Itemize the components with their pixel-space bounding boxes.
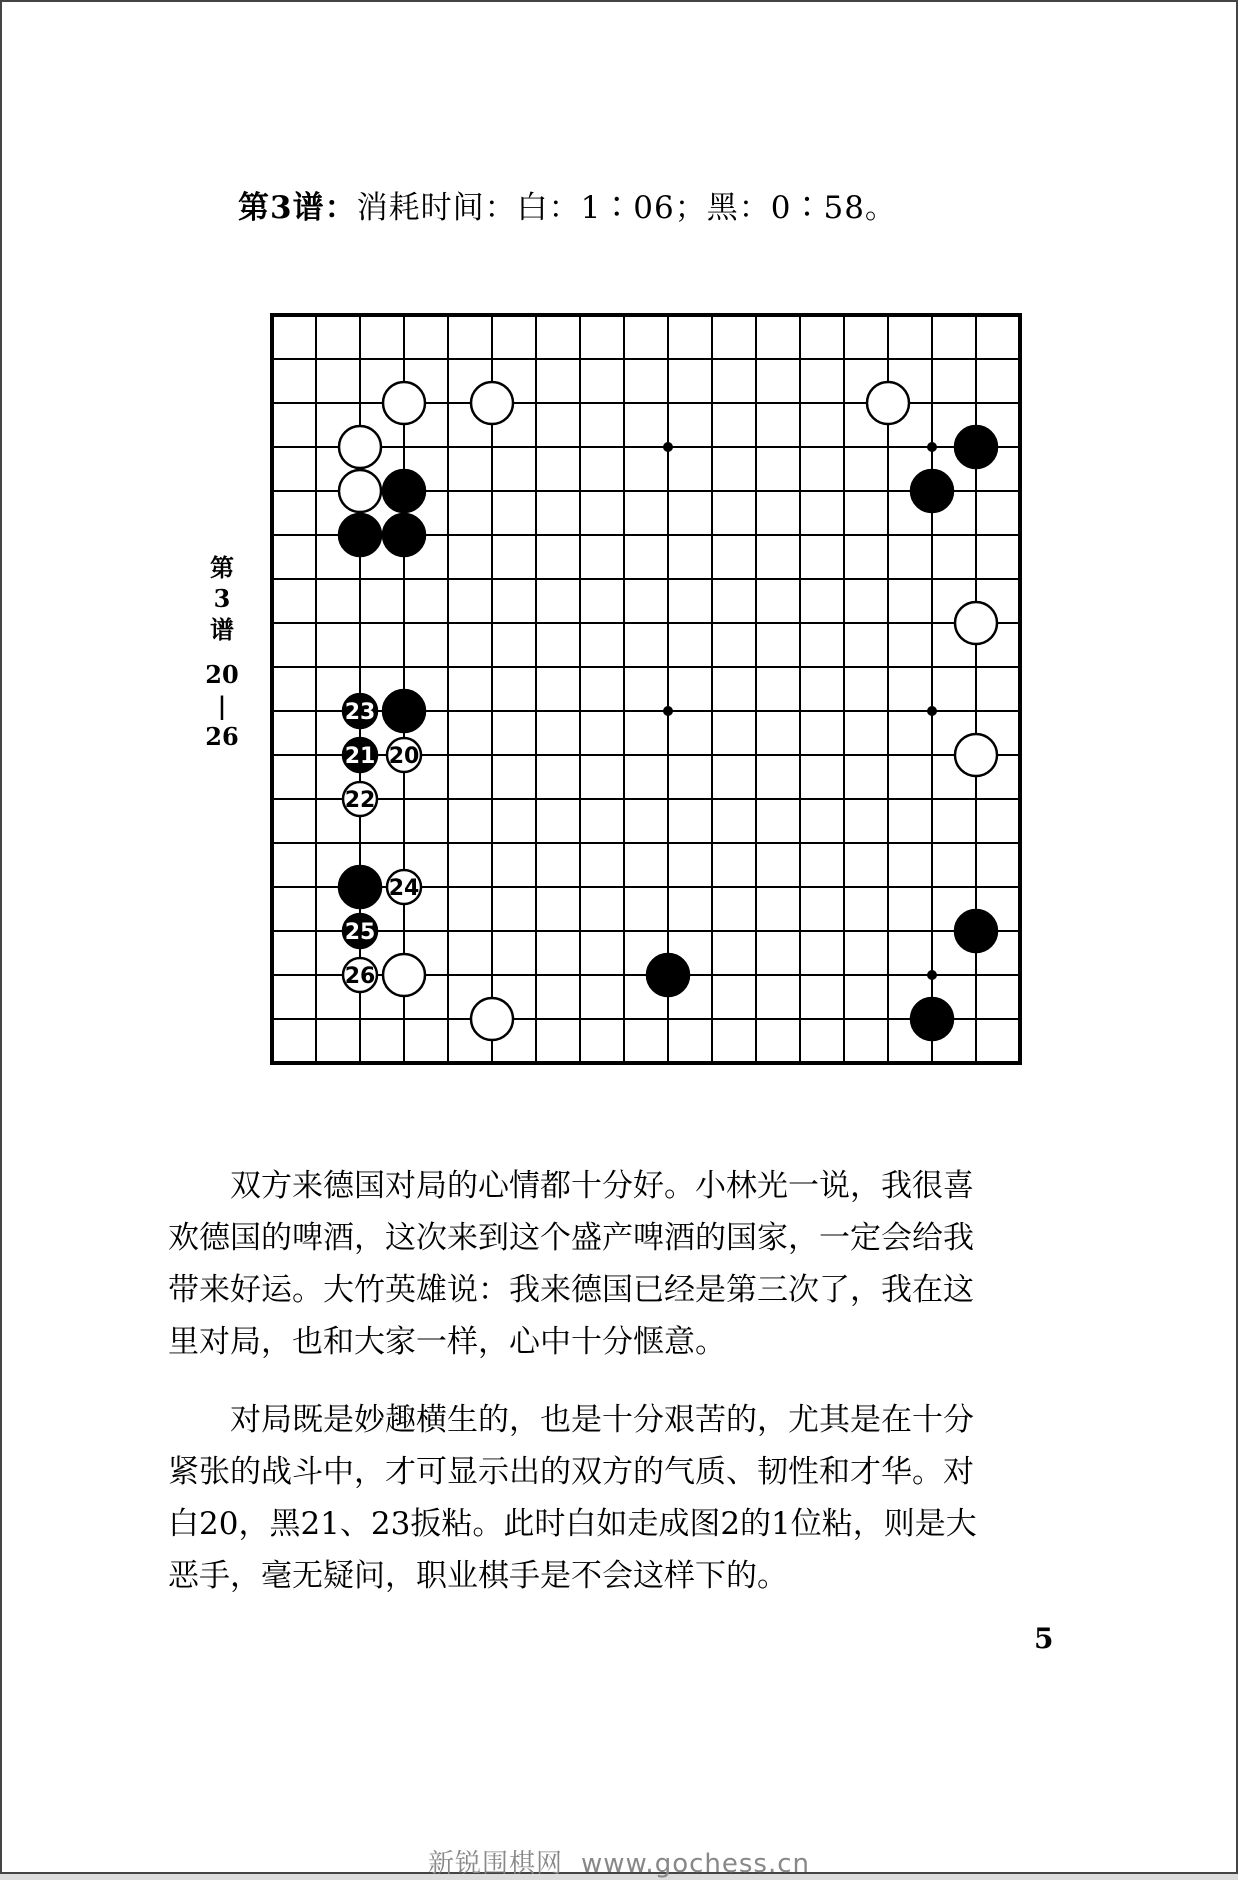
diagram-heading-text: 消耗时间：白：1∶06；黑：0∶58。 — [356, 190, 897, 226]
black-stone — [383, 690, 425, 732]
black-stone — [383, 514, 425, 556]
white-stone — [867, 382, 909, 424]
side-label-range-start: 20 — [205, 660, 239, 689]
stone-move-number: 26 — [344, 964, 376, 989]
side-label-range-end: 26 — [205, 722, 239, 751]
paragraph-2-line-4: 恶手，毫无疑问，职业棋手是不会这样下的。 — [168, 1558, 788, 1594]
paragraph-2-line-2: 紧张的战斗中，才可显示出的双方的气质、韧性和才华。对 — [168, 1454, 974, 1490]
stone-move-number: 25 — [344, 920, 376, 945]
star-point — [927, 442, 937, 452]
page-number: 5 — [1034, 1622, 1054, 1655]
side-label-range-dash: | — [217, 691, 227, 720]
star-point — [927, 706, 937, 716]
black-stone — [647, 954, 689, 996]
paragraph-2-line-1: 对局既是妙趣横生的，也是十分艰苦的，尤其是在十分 — [230, 1402, 974, 1438]
stone-move-number: 22 — [344, 788, 376, 813]
white-stone — [339, 470, 381, 512]
white-stone — [471, 382, 513, 424]
stone-move-number: 21 — [344, 744, 376, 769]
board-frame — [272, 315, 1020, 1063]
diagram-heading-label: 第3谱： — [238, 190, 357, 226]
footer-site-name: 新锐围棋网 — [428, 1849, 564, 1879]
stone-move-number: 24 — [388, 876, 420, 901]
diagram-heading — [238, 182, 897, 227]
star-point — [663, 442, 673, 452]
white-stone — [383, 382, 425, 424]
black-stone — [383, 470, 425, 512]
paragraph-2 — [168, 1394, 1098, 1602]
white-stone — [955, 734, 997, 776]
star-point — [663, 706, 673, 716]
watermark-footer — [0, 1843, 1238, 1880]
white-stone — [955, 602, 997, 644]
white-stone — [471, 998, 513, 1040]
stone-move-number: 20 — [388, 744, 420, 769]
side-label-spacer — [202, 645, 242, 659]
white-stone — [339, 426, 381, 468]
black-stone — [911, 998, 953, 1040]
black-stone — [911, 470, 953, 512]
black-stone — [339, 514, 381, 556]
side-label-char-2: 3 — [213, 584, 231, 613]
side-label-char-1: 第 — [210, 553, 234, 582]
paragraph-1 — [168, 1160, 1098, 1368]
stone-move-number: 23 — [344, 700, 376, 725]
white-stone — [383, 954, 425, 996]
footer-url: www.gochess.cn — [581, 1849, 810, 1879]
diagram-side-label — [202, 552, 242, 752]
side-label-char-3: 谱 — [210, 615, 234, 644]
go-board-diagram — [264, 307, 1064, 1127]
paragraph-2-line-3: 白20，黑21、23扳粘。此时白如走成图2的1位粘，则是大 — [168, 1506, 977, 1542]
paragraph-1-line-4: 里对局，也和大家一样，心中十分惬意。 — [168, 1324, 726, 1360]
black-stone — [955, 910, 997, 952]
black-stone — [339, 866, 381, 908]
star-point — [927, 970, 937, 980]
paragraph-1-line-3: 带来好运。大竹英雄说：我来德国已经是第三次了，我在这 — [168, 1272, 974, 1308]
paragraph-1-line-1: 双方来德国对局的心情都十分好。小林光一说，我很喜 — [230, 1168, 974, 1204]
black-stone — [955, 426, 997, 468]
paragraph-1-line-2: 欢德国的啤酒，这次来到这个盛产啤酒的国家，一定会给我 — [168, 1220, 974, 1256]
